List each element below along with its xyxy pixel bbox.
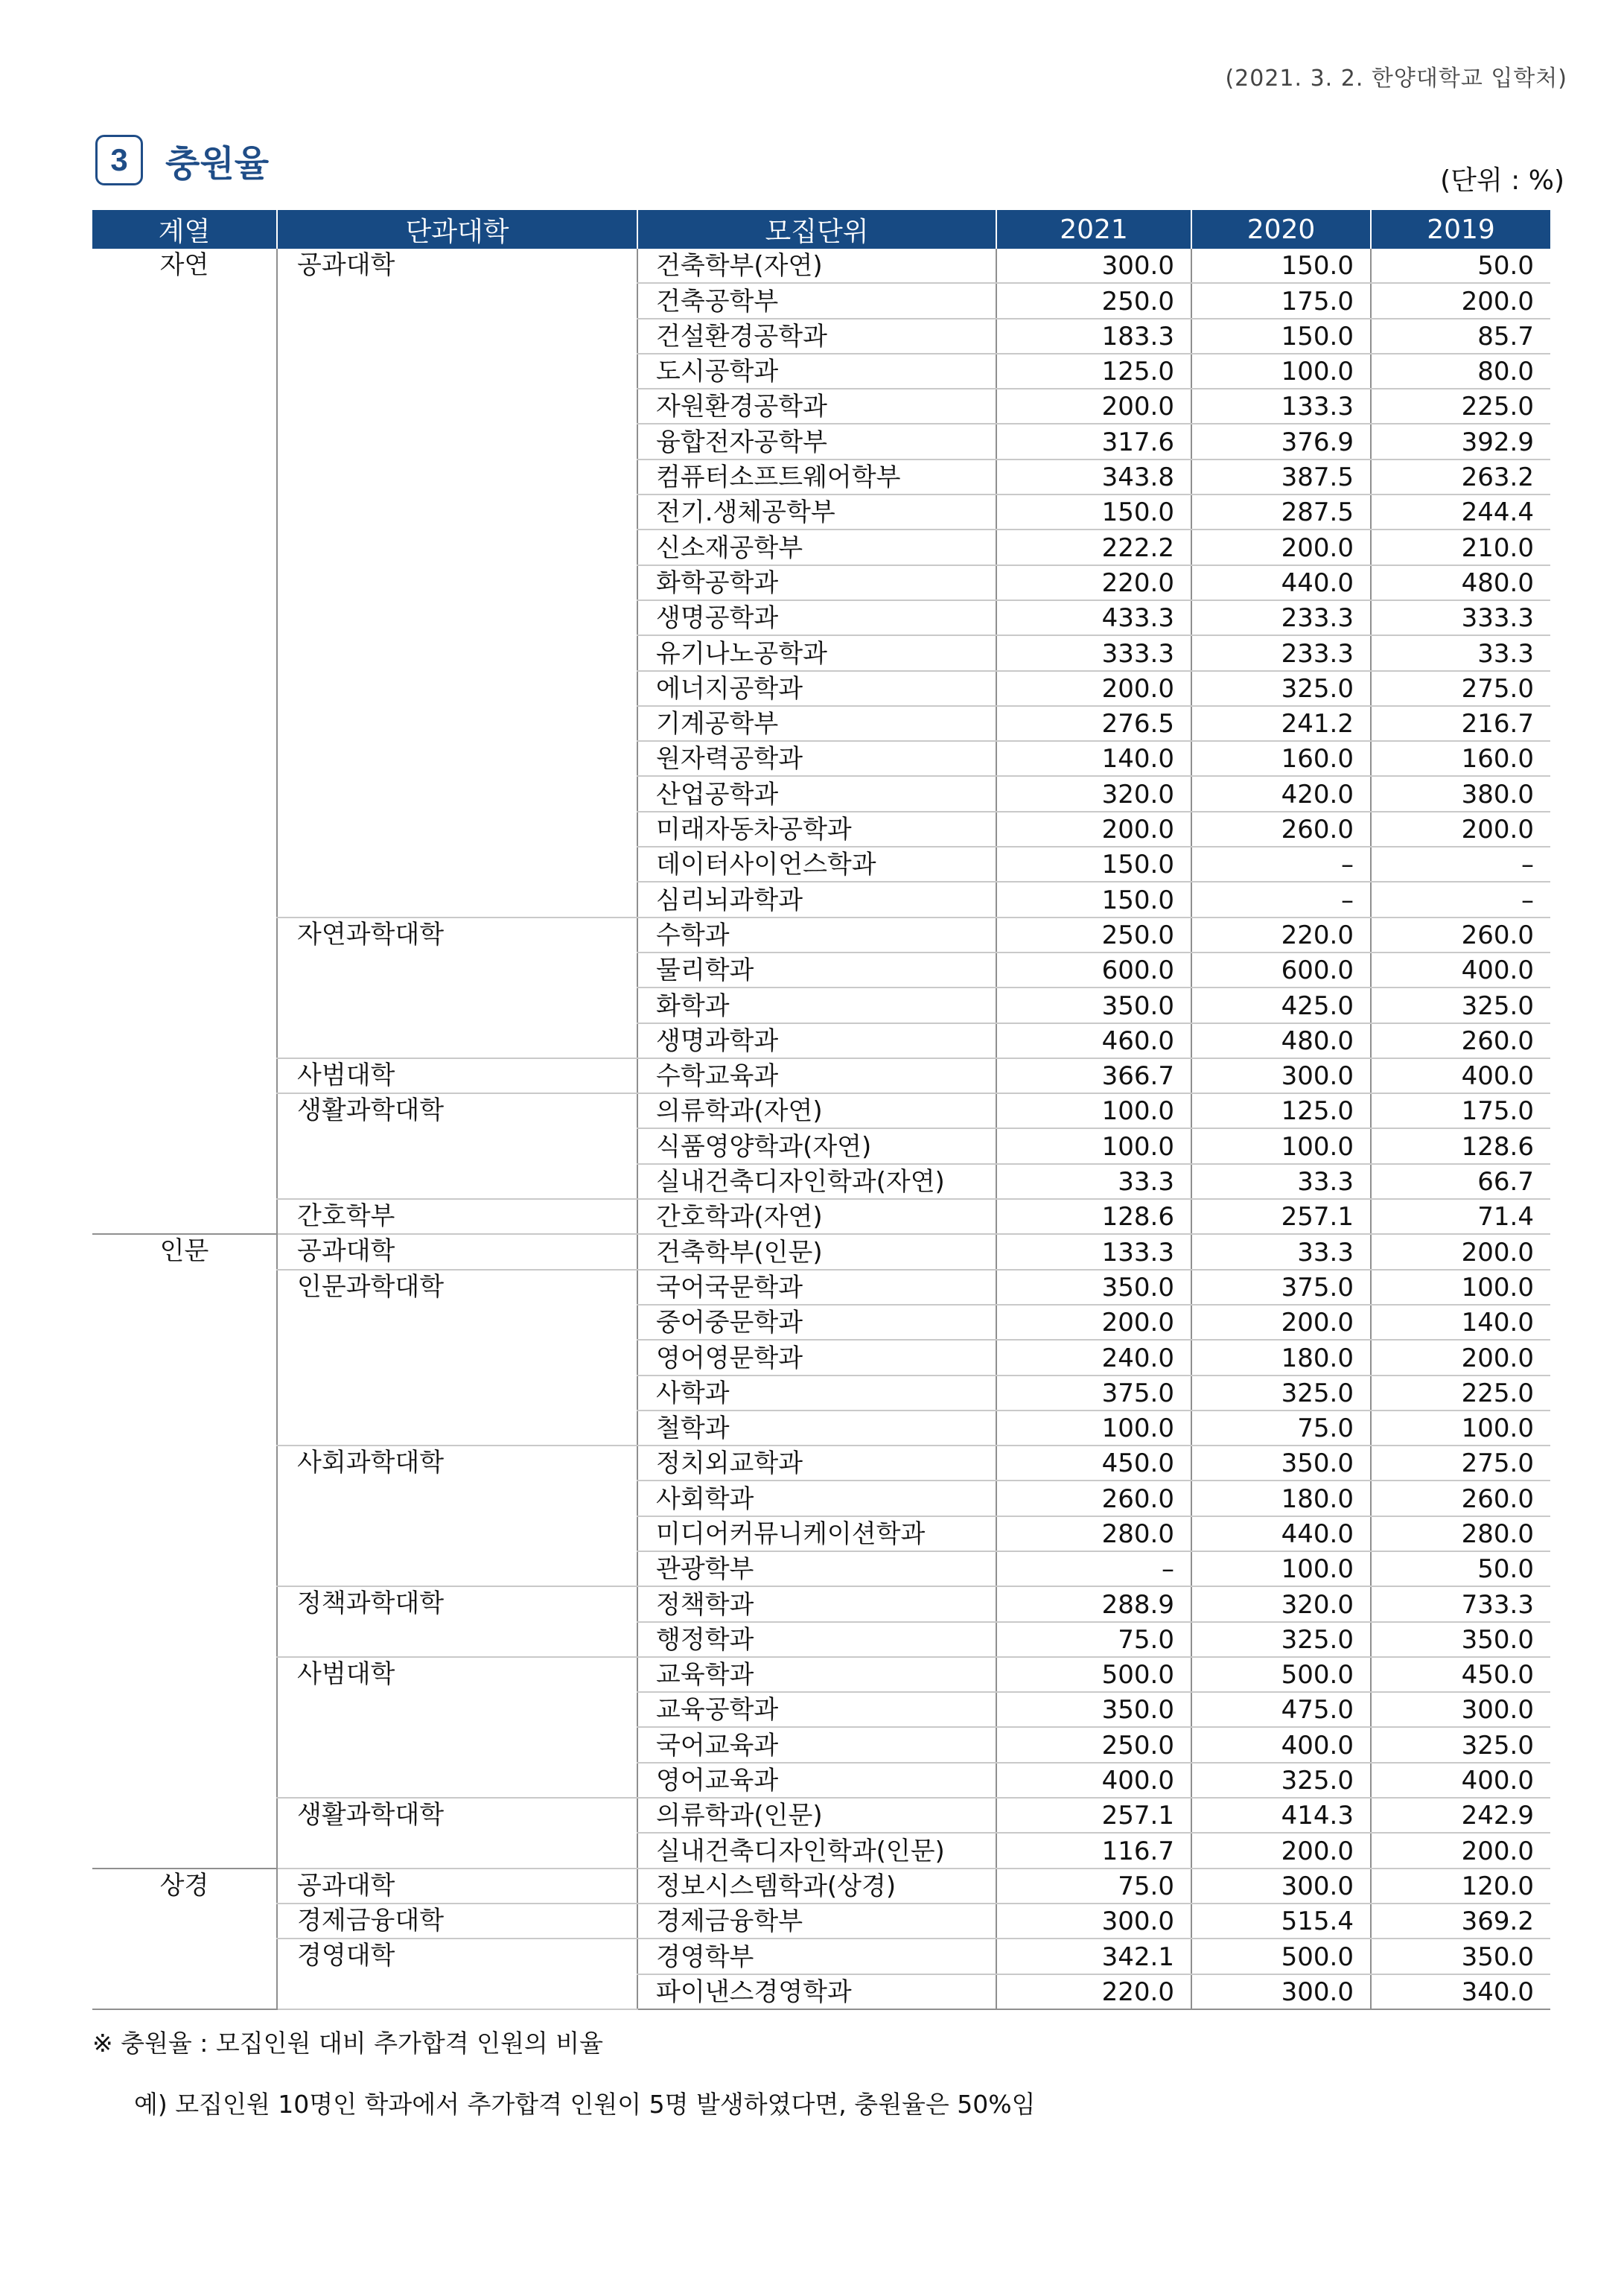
unit-cell: 데이터사이언스학과 xyxy=(637,847,996,882)
rate-2019-cell: 260.0 xyxy=(1371,918,1550,953)
date-caption: (2021. 3. 2. 한양대학교 입학처) xyxy=(1225,66,1567,92)
table-row xyxy=(92,1446,1550,1481)
rate-2020-cell: 515.4 xyxy=(1191,1904,1371,1939)
rate-2021-cell: 260.0 xyxy=(996,1481,1191,1516)
rate-2020-cell: – xyxy=(1191,847,1371,882)
rate-2019-cell: 340.0 xyxy=(1371,1974,1550,2009)
rate-2020-cell: 475.0 xyxy=(1191,1692,1371,1727)
rate-2019-cell: 392.9 xyxy=(1371,424,1550,459)
unit-cell: 의류학과(자연) xyxy=(637,1093,996,1128)
rate-2019-cell: 200.0 xyxy=(1371,1340,1550,1375)
rate-2020-cell: 325.0 xyxy=(1191,671,1371,706)
rate-2020-cell: 300.0 xyxy=(1191,1974,1371,2009)
rate-2021-cell: 200.0 xyxy=(996,812,1191,847)
unit-cell: 건축학부(자연) xyxy=(637,249,996,283)
rate-2021-cell: 128.6 xyxy=(996,1199,1191,1234)
rate-2019-cell: 275.0 xyxy=(1371,671,1550,706)
rate-2020-cell: 375.0 xyxy=(1191,1270,1371,1305)
rate-2019-cell: 400.0 xyxy=(1371,953,1550,988)
rate-2020-cell: 300.0 xyxy=(1191,1869,1371,1904)
rate-2021-cell: 150.0 xyxy=(996,495,1191,530)
rate-2020-cell: 233.3 xyxy=(1191,600,1371,635)
unit-cell: 신소재공학부 xyxy=(637,530,996,565)
section-title-text: 충원율 xyxy=(165,142,270,185)
rate-2021-cell: 200.0 xyxy=(996,389,1191,424)
rate-2021-cell: 257.1 xyxy=(996,1798,1191,1833)
rate-2020-cell: 200.0 xyxy=(1191,530,1371,565)
rate-2020-cell: 160.0 xyxy=(1191,741,1371,776)
rate-2019-cell: 71.4 xyxy=(1371,1199,1550,1234)
rate-2021-cell: 200.0 xyxy=(996,671,1191,706)
college-cell: 사회과학대학 xyxy=(277,1446,637,1586)
table-row xyxy=(92,1270,1550,1305)
rate-2020-cell: 33.3 xyxy=(1191,1164,1371,1199)
table-row xyxy=(92,1869,1550,1904)
unit-cell: 관광학부 xyxy=(637,1551,996,1586)
rate-2021-cell: 320.0 xyxy=(996,776,1191,811)
rate-2019-cell: 300.0 xyxy=(1371,1692,1550,1727)
rate-2020-cell: 480.0 xyxy=(1191,1023,1371,1058)
rate-2021-cell: 222.2 xyxy=(996,530,1191,565)
college-cell: 공과대학 xyxy=(277,1234,637,1269)
rate-2021-cell: 240.0 xyxy=(996,1340,1191,1375)
fill-rate-table xyxy=(92,210,1550,2010)
rate-2019-cell: 175.0 xyxy=(1371,1093,1550,1128)
rate-2021-cell: 100.0 xyxy=(996,1093,1191,1128)
rate-2021-cell: 342.1 xyxy=(996,1939,1191,1974)
rate-2019-cell: 128.6 xyxy=(1371,1128,1550,1163)
rate-2020-cell: – xyxy=(1191,882,1371,917)
rate-2020-cell: 100.0 xyxy=(1191,354,1371,389)
unit-cell: 경제금융학부 xyxy=(637,1904,996,1939)
rate-2019-cell: – xyxy=(1371,847,1550,882)
unit-cell: 실내건축디자인학과(인문) xyxy=(637,1833,996,1868)
rate-2020-cell: 400.0 xyxy=(1191,1727,1371,1762)
unit-cell: 정치외교학과 xyxy=(637,1446,996,1481)
rate-2019-cell: 733.3 xyxy=(1371,1586,1550,1621)
rate-2021-cell: 100.0 xyxy=(996,1411,1191,1446)
unit-cell: 실내건축디자인학과(자연) xyxy=(637,1164,996,1199)
unit-cell: 산업공학과 xyxy=(637,776,996,811)
rate-2019-cell: 350.0 xyxy=(1371,1939,1550,1974)
rate-2021-cell: 280.0 xyxy=(996,1516,1191,1551)
unit-cell: 원자력공학과 xyxy=(637,741,996,776)
unit-cell: 의류학과(인문) xyxy=(637,1798,996,1833)
rate-2019-cell: 333.3 xyxy=(1371,600,1550,635)
unit-cell: 미래자동차공학과 xyxy=(637,812,996,847)
unit-cell: 기계공학부 xyxy=(637,706,996,741)
rate-2021-cell: 343.8 xyxy=(996,459,1191,495)
college-cell: 인문과학대학 xyxy=(277,1270,637,1446)
table-row xyxy=(92,1058,1550,1093)
rate-2020-cell: 100.0 xyxy=(1191,1551,1371,1586)
rate-2020-cell: 150.0 xyxy=(1191,249,1371,283)
rate-2019-cell: 369.2 xyxy=(1371,1904,1550,1939)
rate-2021-cell: 350.0 xyxy=(996,1270,1191,1305)
footnote-example: 예) 모집인원 10명인 학과에서 추가합격 인원이 5명 발생하였다면, 충원율은 50%임 xyxy=(134,2090,1036,2119)
rate-2019-cell: 200.0 xyxy=(1371,283,1550,318)
unit-cell: 화학과 xyxy=(637,988,996,1023)
rate-2019-cell: 225.0 xyxy=(1371,1376,1550,1411)
unit-cell: 국어교육과 xyxy=(637,1727,996,1762)
rate-2020-cell: 500.0 xyxy=(1191,1939,1371,1974)
rate-2019-cell: 66.7 xyxy=(1371,1164,1550,1199)
table-row xyxy=(92,1234,1550,1269)
rate-2020-cell: 287.5 xyxy=(1191,495,1371,530)
rate-2021-cell: 366.7 xyxy=(996,1058,1191,1093)
rate-2020-cell: 33.3 xyxy=(1191,1234,1371,1269)
unit-cell: 도시공학과 xyxy=(637,354,996,389)
unit-cell: 전기.생체공학부 xyxy=(637,495,996,530)
unit-cell: 사회학과 xyxy=(637,1481,996,1516)
rate-2021-cell: 500.0 xyxy=(996,1657,1191,1692)
rate-2019-cell: 242.9 xyxy=(1371,1798,1550,1833)
table-row xyxy=(92,1199,1550,1234)
rate-2020-cell: 150.0 xyxy=(1191,319,1371,354)
rate-2020-cell: 175.0 xyxy=(1191,283,1371,318)
section-number-badge: 3 xyxy=(95,135,143,185)
college-cell: 생활과학대학 xyxy=(277,1798,637,1869)
unit-cell: 유기나노공학과 xyxy=(637,635,996,670)
rate-2020-cell: 600.0 xyxy=(1191,953,1371,988)
unit-cell: 미디어커뮤니케이션학과 xyxy=(637,1516,996,1551)
unit-cell: 정책학과 xyxy=(637,1586,996,1621)
rate-2019-cell: 325.0 xyxy=(1371,988,1550,1023)
rate-2019-cell: 280.0 xyxy=(1371,1516,1550,1551)
rate-2021-cell: 75.0 xyxy=(996,1622,1191,1657)
rate-2021-cell: 300.0 xyxy=(996,249,1191,283)
rate-2021-cell: 317.6 xyxy=(996,424,1191,459)
college-cell: 간호학부 xyxy=(277,1199,637,1234)
rate-2019-cell: 480.0 xyxy=(1371,565,1550,600)
rate-2019-cell: 50.0 xyxy=(1371,1551,1550,1586)
rate-2020-cell: 180.0 xyxy=(1191,1481,1371,1516)
rate-2021-cell: 333.3 xyxy=(996,635,1191,670)
rate-2019-cell: 244.4 xyxy=(1371,495,1550,530)
unit-cell: 국어국문학과 xyxy=(637,1270,996,1305)
unit-cell: 영어교육과 xyxy=(637,1763,996,1798)
unit-cell: 건축공학부 xyxy=(637,283,996,318)
rate-2020-cell: 257.1 xyxy=(1191,1199,1371,1234)
rate-2020-cell: 300.0 xyxy=(1191,1058,1371,1093)
rate-2021-cell: 133.3 xyxy=(996,1234,1191,1269)
unit-cell: 생명공학과 xyxy=(637,600,996,635)
unit-label: (단위 : %) xyxy=(1440,165,1564,196)
table-row xyxy=(92,918,1550,953)
rate-2020-cell: 260.0 xyxy=(1191,812,1371,847)
table-row xyxy=(92,249,1550,283)
rate-2019-cell: 210.0 xyxy=(1371,530,1550,565)
rate-2019-cell: 120.0 xyxy=(1371,1869,1550,1904)
rate-2021-cell: 116.7 xyxy=(996,1833,1191,1868)
unit-cell: 물리학과 xyxy=(637,953,996,988)
unit-cell: 경영학부 xyxy=(637,1939,996,1974)
rate-2019-cell: 85.7 xyxy=(1371,319,1550,354)
rate-2019-cell: 260.0 xyxy=(1371,1481,1550,1516)
rate-2020-cell: 376.9 xyxy=(1191,424,1371,459)
rate-2021-cell: 100.0 xyxy=(996,1128,1191,1163)
unit-cell: 간호학과(자연) xyxy=(637,1199,996,1234)
section-title xyxy=(95,131,269,189)
rate-2020-cell: 233.3 xyxy=(1191,635,1371,670)
footnote-definition: ※ 충원율 : 모집인원 대비 추가합격 인원의 비율 xyxy=(92,2029,604,2058)
rate-2021-cell: 600.0 xyxy=(996,953,1191,988)
rate-2021-cell: 33.3 xyxy=(996,1164,1191,1199)
unit-cell: 중어중문학과 xyxy=(637,1305,996,1340)
rate-2019-cell: 200.0 xyxy=(1371,1833,1550,1868)
unit-cell: 융합전자공학부 xyxy=(637,424,996,459)
column-header: 모집단위 xyxy=(637,210,996,249)
rate-2019-cell: 400.0 xyxy=(1371,1058,1550,1093)
rate-2021-cell: 350.0 xyxy=(996,988,1191,1023)
table-header-row xyxy=(92,210,1550,249)
rate-2020-cell: 500.0 xyxy=(1191,1657,1371,1692)
rate-2021-cell: 250.0 xyxy=(996,283,1191,318)
rate-2020-cell: 440.0 xyxy=(1191,565,1371,600)
college-cell: 정책과학대학 xyxy=(277,1586,637,1657)
unit-cell: 화학공학과 xyxy=(637,565,996,600)
rate-2021-cell: – xyxy=(996,1551,1191,1586)
group-cell: 인문 xyxy=(92,1234,277,1868)
rate-2019-cell: 260.0 xyxy=(1371,1023,1550,1058)
rate-2021-cell: 288.9 xyxy=(996,1586,1191,1621)
rate-2019-cell: 100.0 xyxy=(1371,1270,1550,1305)
unit-cell: 식품영양학과(자연) xyxy=(637,1128,996,1163)
rate-2020-cell: 350.0 xyxy=(1191,1446,1371,1481)
rate-2020-cell: 125.0 xyxy=(1191,1093,1371,1128)
rate-2020-cell: 325.0 xyxy=(1191,1763,1371,1798)
rate-2020-cell: 325.0 xyxy=(1191,1622,1371,1657)
rate-2021-cell: 140.0 xyxy=(996,741,1191,776)
footnotes xyxy=(92,2023,1035,2125)
unit-cell: 영어영문학과 xyxy=(637,1340,996,1375)
rate-2020-cell: 425.0 xyxy=(1191,988,1371,1023)
college-cell: 사범대학 xyxy=(277,1058,637,1093)
rate-2021-cell: 276.5 xyxy=(996,706,1191,741)
rate-2019-cell: 50.0 xyxy=(1371,249,1550,283)
rate-2021-cell: 125.0 xyxy=(996,354,1191,389)
rate-2019-cell: 350.0 xyxy=(1371,1622,1550,1657)
rate-2019-cell: 33.3 xyxy=(1371,635,1550,670)
table-body xyxy=(92,249,1550,2009)
rate-2020-cell: 180.0 xyxy=(1191,1340,1371,1375)
rate-2020-cell: 440.0 xyxy=(1191,1516,1371,1551)
rate-2021-cell: 220.0 xyxy=(996,565,1191,600)
rate-2021-cell: 400.0 xyxy=(996,1763,1191,1798)
rate-2019-cell: 275.0 xyxy=(1371,1446,1550,1481)
college-cell: 공과대학 xyxy=(277,1869,637,1904)
unit-cell: 수학교육과 xyxy=(637,1058,996,1093)
rate-2020-cell: 320.0 xyxy=(1191,1586,1371,1621)
rate-2021-cell: 250.0 xyxy=(996,918,1191,953)
table-row xyxy=(92,1939,1550,1974)
college-cell: 생활과학대학 xyxy=(277,1093,637,1199)
rate-2019-cell: 380.0 xyxy=(1371,776,1550,811)
rate-2020-cell: 100.0 xyxy=(1191,1128,1371,1163)
rate-2020-cell: 200.0 xyxy=(1191,1305,1371,1340)
rate-2020-cell: 220.0 xyxy=(1191,918,1371,953)
unit-cell: 수학과 xyxy=(637,918,996,953)
rate-2019-cell: 160.0 xyxy=(1371,741,1550,776)
column-header: 2019 xyxy=(1371,210,1550,249)
group-cell: 자연 xyxy=(92,249,277,1234)
rate-2021-cell: 75.0 xyxy=(996,1869,1191,1904)
rate-2020-cell: 75.0 xyxy=(1191,1411,1371,1446)
rate-2021-cell: 300.0 xyxy=(996,1904,1191,1939)
table-row xyxy=(92,1904,1550,1939)
college-cell: 경제금융대학 xyxy=(277,1904,637,1939)
rate-2020-cell: 133.3 xyxy=(1191,389,1371,424)
college-cell: 자연과학대학 xyxy=(277,918,637,1058)
rate-2020-cell: 241.2 xyxy=(1191,706,1371,741)
rate-2019-cell: 400.0 xyxy=(1371,1763,1550,1798)
rate-2019-cell: 263.2 xyxy=(1371,459,1550,495)
column-header: 2021 xyxy=(996,210,1191,249)
unit-cell: 생명과학과 xyxy=(637,1023,996,1058)
rate-2021-cell: 220.0 xyxy=(996,1974,1191,2009)
rate-2020-cell: 325.0 xyxy=(1191,1376,1371,1411)
table-row xyxy=(92,1657,1550,1692)
rate-2021-cell: 450.0 xyxy=(996,1446,1191,1481)
table-row xyxy=(92,1093,1550,1128)
rate-2021-cell: 375.0 xyxy=(996,1376,1191,1411)
unit-cell: 사학과 xyxy=(637,1376,996,1411)
college-cell: 공과대학 xyxy=(277,249,637,918)
column-header: 계열 xyxy=(92,210,277,249)
rate-2020-cell: 420.0 xyxy=(1191,776,1371,811)
rate-2021-cell: 150.0 xyxy=(996,882,1191,917)
college-cell: 사범대학 xyxy=(277,1657,637,1798)
rate-2020-cell: 200.0 xyxy=(1191,1833,1371,1868)
unit-cell: 심리뇌과학과 xyxy=(637,882,996,917)
rate-2019-cell: 200.0 xyxy=(1371,812,1550,847)
unit-cell: 에너지공학과 xyxy=(637,671,996,706)
column-header: 2020 xyxy=(1191,210,1371,249)
rate-2019-cell: 216.7 xyxy=(1371,706,1550,741)
rate-2019-cell: 325.0 xyxy=(1371,1727,1550,1762)
unit-cell: 건축학부(인문) xyxy=(637,1234,996,1269)
unit-cell: 자원환경공학과 xyxy=(637,389,996,424)
group-cell: 상경 xyxy=(92,1869,277,2009)
rate-2021-cell: 433.3 xyxy=(996,600,1191,635)
rate-2019-cell: 450.0 xyxy=(1371,1657,1550,1692)
unit-cell: 파이낸스경영학과 xyxy=(637,1974,996,2009)
column-header: 단과대학 xyxy=(277,210,637,249)
rate-2021-cell: 183.3 xyxy=(996,319,1191,354)
rate-2019-cell: – xyxy=(1371,882,1550,917)
college-cell: 경영대학 xyxy=(277,1939,637,2009)
unit-cell: 컴퓨터소프트웨어학부 xyxy=(637,459,996,495)
rate-2021-cell: 250.0 xyxy=(996,1727,1191,1762)
unit-cell: 건설환경공학과 xyxy=(637,319,996,354)
rate-2019-cell: 200.0 xyxy=(1371,1234,1550,1269)
rate-2020-cell: 414.3 xyxy=(1191,1798,1371,1833)
unit-cell: 정보시스템학과(상경) xyxy=(637,1869,996,1904)
unit-cell: 교육공학과 xyxy=(637,1692,996,1727)
rate-2019-cell: 140.0 xyxy=(1371,1305,1550,1340)
rate-2020-cell: 387.5 xyxy=(1191,459,1371,495)
rate-2021-cell: 200.0 xyxy=(996,1305,1191,1340)
table-row xyxy=(92,1798,1550,1833)
rate-2021-cell: 350.0 xyxy=(996,1692,1191,1727)
unit-cell: 철학과 xyxy=(637,1411,996,1446)
rate-2019-cell: 225.0 xyxy=(1371,389,1550,424)
rate-2021-cell: 460.0 xyxy=(996,1023,1191,1058)
rate-2021-cell: 150.0 xyxy=(996,847,1191,882)
table-row xyxy=(92,1586,1550,1621)
unit-cell: 행정학과 xyxy=(637,1622,996,1657)
unit-cell: 교육학과 xyxy=(637,1657,996,1692)
rate-2019-cell: 100.0 xyxy=(1371,1411,1550,1446)
rate-2019-cell: 80.0 xyxy=(1371,354,1550,389)
